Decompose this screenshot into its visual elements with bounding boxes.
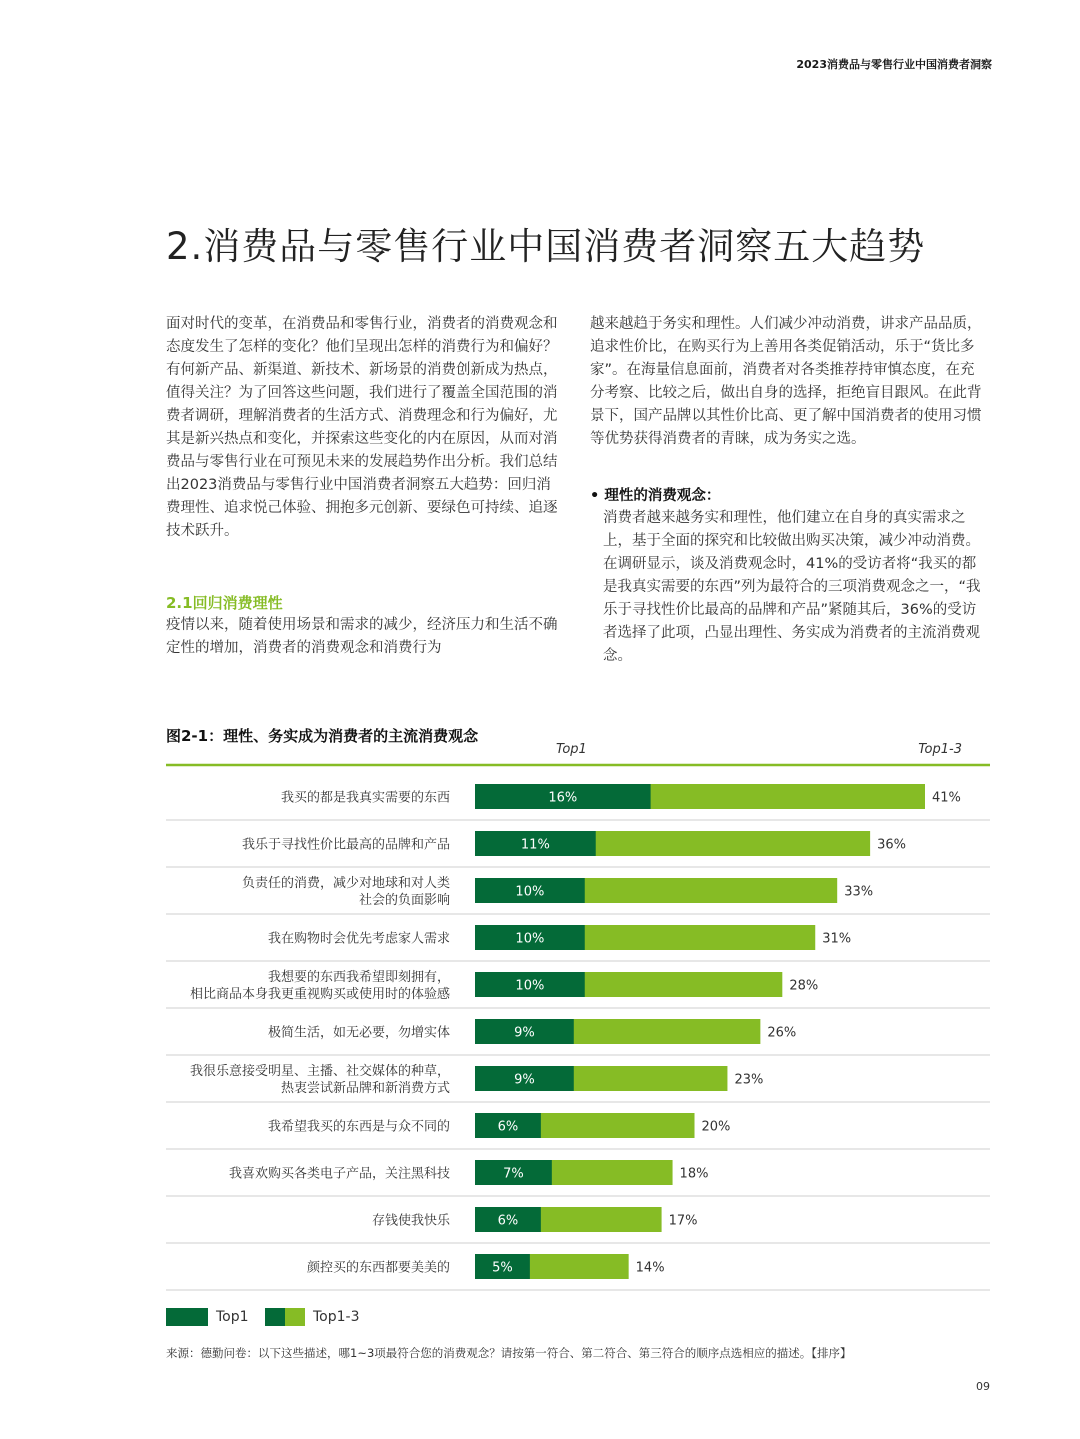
category-label: 我在购物时会优先考虑家人需求 bbox=[267, 931, 450, 947]
report-header-title: 2023消费品与零售行业中国消费者洞察 bbox=[796, 58, 992, 71]
page-number: 09 bbox=[976, 1380, 990, 1393]
category-label: 极简生活，如无必要，勿增实体 bbox=[267, 1025, 450, 1041]
data-label-top1: 10% bbox=[515, 931, 545, 947]
chart-row bbox=[166, 969, 990, 1008]
legend-swatch-top1-part bbox=[265, 1308, 285, 1326]
category-label: 相比商品本身我更重视购买或使用时的体验感 bbox=[189, 987, 450, 1002]
data-label-top1-3: 33% bbox=[844, 884, 874, 900]
chart-row bbox=[166, 784, 990, 820]
chart-title: 图2-1：理性、务实成为消费者的主流消费观念 bbox=[166, 727, 479, 745]
column-header-top1: Top1 bbox=[556, 742, 587, 757]
legend-label-top1: Top1 bbox=[216, 1309, 249, 1325]
data-label-top1: 5% bbox=[492, 1260, 513, 1276]
chart-row bbox=[166, 1254, 990, 1290]
bullet-paragraph: 消费者越来越务实和理性，他们建立在自身的真实需求之上，基于全面的探究和比较做出购买决策，减少冲动消费。在调研显示，谈及消费观念时，41%的受访者将“我买的都是我真实需要的东西”列为最符合的三项消费观念之一，“我乐于寻找性价比最高的品牌和产品”紧随其后，36%的受访者选择了此项，凸显出理性、务实成为消费者的主流消费观念。 bbox=[603, 510, 981, 664]
chart-row bbox=[166, 1160, 990, 1196]
data-label-top1-3: 26% bbox=[767, 1025, 797, 1041]
chart-row bbox=[166, 875, 990, 914]
category-label: 存钱使我快乐 bbox=[371, 1213, 450, 1229]
section-paragraph: 疫情以来，随着使用场景和需求的减少，经济压力和生活不确定性的增加，消费者的消费观念和消费行为 bbox=[166, 617, 558, 656]
category-label: 我很乐意接受明星、主播、社交媒体的种草， bbox=[189, 1064, 450, 1079]
chart-row bbox=[166, 1207, 990, 1243]
column-header-top1-3: Top1-3 bbox=[918, 742, 962, 757]
data-label-top1: 16% bbox=[548, 790, 578, 806]
data-label-top1-3: 17% bbox=[668, 1213, 698, 1229]
category-label: 社会的负面影响 bbox=[358, 893, 450, 908]
data-label-top1: 7% bbox=[503, 1166, 524, 1182]
category-label: 我希望我买的东西是与众不同的 bbox=[267, 1119, 450, 1135]
category-label: 负责任的消费，减少对地球和对人类 bbox=[241, 876, 450, 891]
category-label: 我买的都是我真实需要的东西 bbox=[280, 790, 450, 806]
page-title: 2.消费品与零售行业中国消费者洞察五大趋势 bbox=[166, 225, 926, 268]
legend-swatch-top1-3-part bbox=[285, 1308, 305, 1326]
category-label: 颜控买的东西都要美美的 bbox=[306, 1260, 450, 1276]
data-label-top1-3: 28% bbox=[789, 978, 819, 994]
intro-left-paragraph: 面对时代的变革，在消费品和零售行业，消费者的消费观念和态度发生了怎样的变化？他们呈现出怎样的消费行为和偏好？有何新产品、新渠道、新技术、新场景的消费创新成为热点，值得关注？为了回答这些问题，我们进行了覆盖全国范围的消费者调研，理解消费者的生活方式、消费理念和行为偏好，尤其是新兴热点和变化，并探索这些变化的内在原因，从而对消费品与零售行业在可预见未来的发展趋势作出分析。我们总结出2023消费品与零售行业中国消费者洞察五大趋势：回归消费理性、追求悦己体验、拥抱多元创新、要绿色可持续、追逐技术跃升。 bbox=[166, 316, 558, 539]
category-label: 热衷尝试新品牌和新消费方式 bbox=[280, 1081, 450, 1096]
data-label-top1: 9% bbox=[514, 1072, 535, 1088]
data-label-top1-3: 18% bbox=[679, 1166, 709, 1182]
data-label-top1-3: 36% bbox=[877, 837, 907, 853]
chart-row bbox=[166, 925, 990, 961]
legend-label-top1-3: Top1-3 bbox=[313, 1309, 360, 1325]
legend-swatch-top1 bbox=[166, 1308, 208, 1326]
data-label-top1: 10% bbox=[515, 978, 545, 994]
chart-row bbox=[166, 831, 990, 867]
data-label-top1: 6% bbox=[497, 1119, 519, 1135]
category-label: 我想要的东西我希望即刻拥有， bbox=[267, 970, 450, 985]
category-label: 我乐于寻找性价比最高的品牌和产品 bbox=[241, 837, 450, 853]
source-note: 来源：德勤问卷：以下这些描述，哪1~3项最符合您的消费观念？请按第一符合、第二符合、第三符合的顺序点选相应的描述。【排序】 bbox=[166, 1346, 852, 1360]
data-label-top1-3: 20% bbox=[701, 1119, 731, 1135]
data-label-top1-3: 14% bbox=[635, 1260, 665, 1276]
section-heading: 2.1回归消费理性 bbox=[166, 594, 283, 612]
data-label-top1: 10% bbox=[515, 884, 545, 900]
data-label-top1: 9% bbox=[514, 1025, 535, 1041]
category-label: 我喜欢购买各类电子产品，关注黑科技 bbox=[228, 1166, 450, 1182]
bullet-title: • 理性的消费观念： bbox=[590, 488, 721, 504]
data-label-top1-3: 31% bbox=[822, 931, 852, 947]
data-label-top1-3: 41% bbox=[932, 790, 961, 806]
legend-item-top1 bbox=[166, 1307, 249, 1327]
data-label-top1: 11% bbox=[520, 837, 550, 853]
intro-right-paragraph: 越来越趋于务实和理性。人们减少冲动消费，讲求产品品质，追求性价比，在购买行为上善用各类促销活动，乐于“货比多家”。在海量信息面前，消费者对各类推荐持审慎态度，在充分考察、比较之后，做出自身的选择，拒绝盲目跟风。在此背景下，国产品牌以其性价比高、更了解中国消费者的使用习惯等优势获得消费者的青睐，成为务实之选。 bbox=[590, 316, 982, 447]
data-label-top1: 6% bbox=[497, 1213, 519, 1229]
data-label-top1-3: 23% bbox=[734, 1072, 764, 1088]
chart-row bbox=[166, 1113, 990, 1149]
chart-row bbox=[166, 1019, 990, 1055]
legend-item-top1-3 bbox=[265, 1307, 360, 1327]
chart-row bbox=[166, 1063, 990, 1102]
